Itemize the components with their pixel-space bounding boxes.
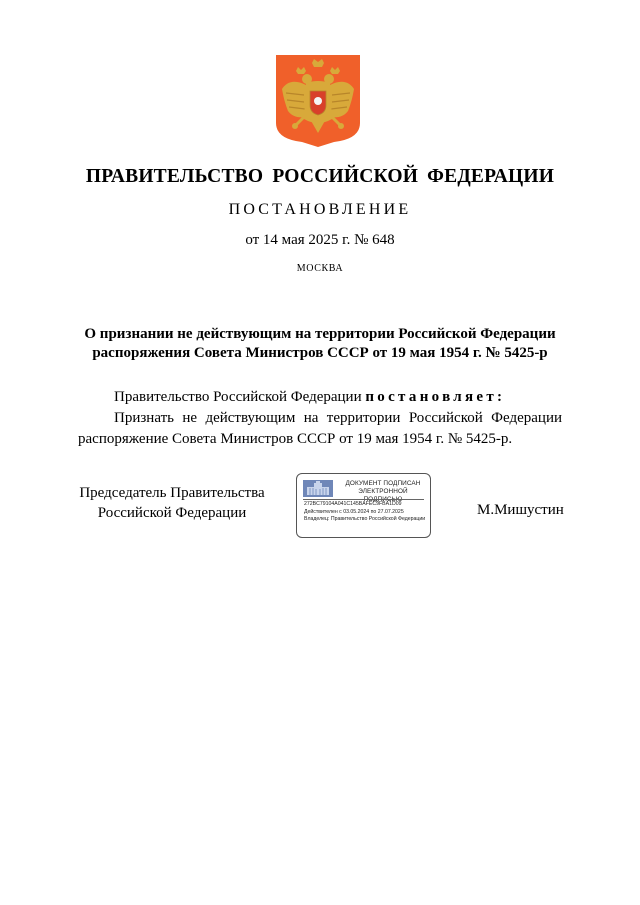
subject-line-2: распоряжения Совета Министров СССР от 19 мая 1954 г. № 5425-р bbox=[92, 345, 548, 361]
document-date-number: от 14 мая 2025 г. № 648 bbox=[245, 232, 395, 248]
signature-heading-line-1: ДОКУМЕНТ ПОДПИСАН bbox=[345, 480, 421, 487]
signature-heading-line-2: ЭЛЕКТРОННОЙ ПОДПИСЬЮ bbox=[358, 488, 408, 503]
certificate-validity: Действителен с 03.05.2024 по 27.07.2025 bbox=[304, 509, 404, 515]
building-icon bbox=[303, 480, 333, 497]
subject-line-1: О признании не действующим на территории Российской Федерации bbox=[84, 326, 556, 342]
document-city: МОСКВА bbox=[296, 263, 344, 274]
document-subject bbox=[0, 325, 640, 363]
paragraph-resolution bbox=[78, 408, 562, 450]
position-line-1: Председатель Правительства bbox=[79, 485, 265, 501]
resolution-line-2: распоряжение Совета Министров СССР от 19 мая 1954 г. № 5425-р. bbox=[78, 431, 513, 447]
certificate-owner: Владелец: Правительство Российской Федерации bbox=[304, 516, 426, 522]
document-type: ПОСТАНОВЛЕНИЕ bbox=[228, 201, 412, 218]
signature-divider bbox=[303, 499, 424, 500]
government-title: ПРАВИТЕЛЬСТВО РОССИЙСКОЙ ФЕДЕРАЦИИ bbox=[85, 166, 555, 187]
position-line-2: Российской Федерации bbox=[97, 505, 247, 521]
coat-of-arms-icon bbox=[276, 55, 360, 147]
paragraph-decree-keyword: постановляет: bbox=[365, 389, 506, 405]
paragraph-decree-text: Правительство Российской Федерации bbox=[114, 389, 366, 405]
certificate-number: 272BC79104A041C145BAFEC9FBA1D09 bbox=[304, 501, 402, 507]
paragraph-decree bbox=[114, 387, 574, 408]
electronic-signature-stamp bbox=[296, 473, 431, 538]
signer-name: М.Мишустин bbox=[477, 502, 564, 518]
signer-position bbox=[78, 483, 266, 523]
resolution-line-1: Признать не действующим на территории Российской Федерации bbox=[114, 410, 562, 426]
